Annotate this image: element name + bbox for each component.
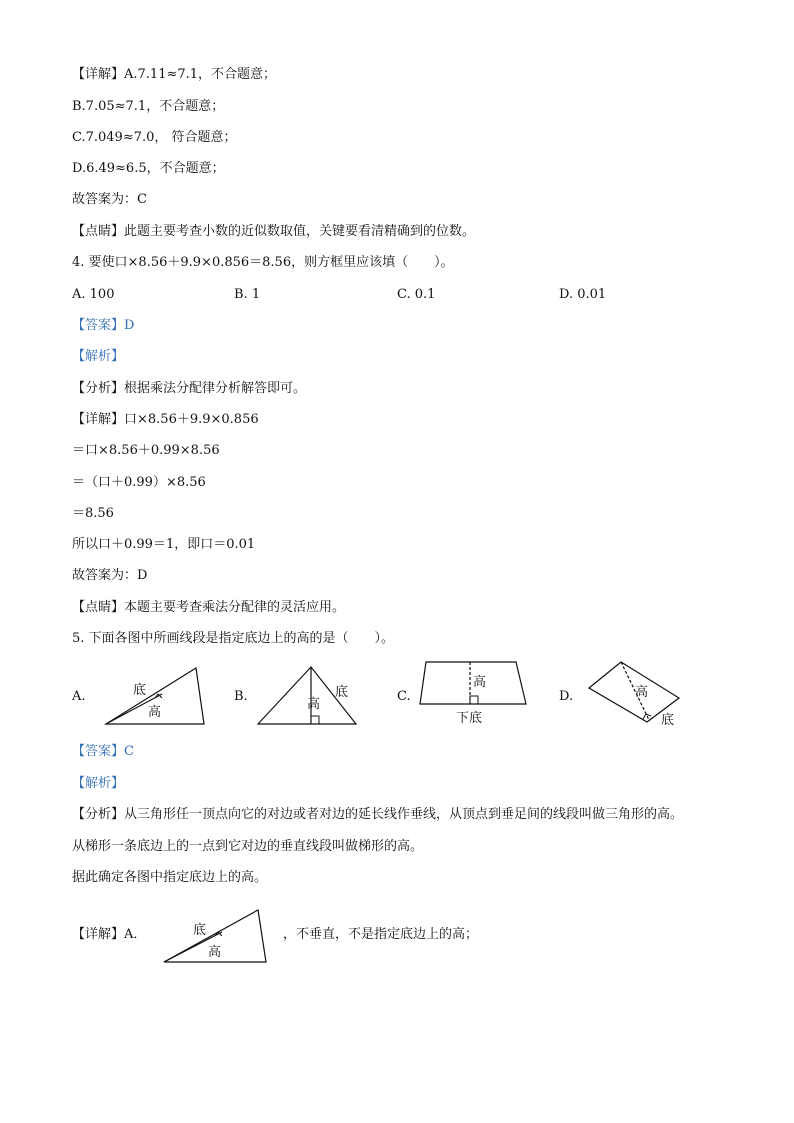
figure-a-triangle — [100, 664, 210, 730]
q5-jiexi: 【解析】 — [72, 776, 125, 791]
q4-option-a: A. 100 — [72, 287, 115, 302]
q4-jiexi: 【解析】 — [72, 349, 125, 364]
text-line: 据此确定各图中指定底边上的高。 — [72, 870, 268, 885]
label-base: 底 — [133, 683, 147, 698]
q5-option-d: D. — [559, 689, 574, 704]
label-base: 底 — [335, 685, 349, 700]
q5-detail-suffix: ，不垂直，不是指定底边上的高； — [283, 927, 479, 942]
text-line: 【详解】口×8.56＋9.9×0.856 — [72, 412, 259, 427]
text-line: 【分析】从三角形任一顶点向它的对边或者对边的延长线作垂线，从顶点到垂足间的线段叫做三角形的高。 — [72, 807, 684, 822]
text-line: ＝口×8.56＋0.99×8.56 — [72, 443, 220, 458]
label-base: 底 — [661, 713, 675, 728]
figure-detail-a-triangle — [160, 906, 274, 968]
text-line: 【点睛】本题主要考查乘法分配律的灵活应用。 — [72, 600, 346, 615]
text-line: D.6.49≈6.5，不合题意； — [72, 161, 225, 176]
figure-b-triangle — [255, 664, 360, 730]
label-height: 高 — [473, 675, 487, 690]
label-height: 高 — [307, 697, 321, 712]
figure-c-trapezoid — [418, 658, 530, 728]
text-line: ＝8.56 — [72, 506, 114, 521]
text-line: 故答案为：D — [72, 568, 148, 583]
text-line: 【分析】根据乘法分配律分析解答即可。 — [72, 381, 307, 396]
q4-answer: 【答案】D — [72, 318, 135, 333]
q4-option-c: C. 0.1 — [397, 287, 436, 302]
q5-option-a: A. — [72, 689, 86, 704]
q5-option-c: C. — [397, 689, 411, 704]
label-lower-base: 下底 — [456, 711, 483, 726]
text-line: 【详解】A.7.11≈7.1，不合题意； — [72, 67, 277, 82]
q5-detail-prefix: 【详解】A． — [72, 927, 147, 942]
text-line: ＝（口＋0.99）×8.56 — [72, 475, 206, 490]
label-base: 底 — [193, 923, 207, 938]
text-line: 【点睛】此题主要考查小数的近似数取值，关键要看清精确到的位数。 — [72, 224, 476, 239]
label-height: 高 — [635, 685, 649, 700]
question-4: 4. 要使口×8.56＋9.9×0.856＝8.56，则方框里应该填（ ）。 — [72, 255, 454, 270]
text-line: 所以口＋0.99＝1，即口＝0.01 — [72, 537, 256, 552]
q5-option-b: B. — [234, 689, 248, 704]
q4-option-b: B. 1 — [234, 287, 261, 302]
q5-answer: 【答案】C — [72, 744, 134, 759]
text-line: 故答案为：C — [72, 192, 147, 207]
q4-option-d: D. 0.01 — [559, 287, 607, 302]
text-line: B.7.05≈7.1，不合题意； — [72, 99, 225, 114]
text-line: C.7.049≈7.0， 符合题意； — [72, 130, 237, 145]
label-height: 高 — [208, 945, 222, 960]
figure-d-parallelogram — [585, 658, 685, 730]
question-5: 5. 下面各图中所画线段是指定底边上的高的是（ ）。 — [72, 631, 395, 646]
label-height: 高 — [148, 705, 162, 720]
text-line: 从梯形一条底边上的一点到它对边的垂直线段叫做梯形的高。 — [72, 839, 424, 854]
